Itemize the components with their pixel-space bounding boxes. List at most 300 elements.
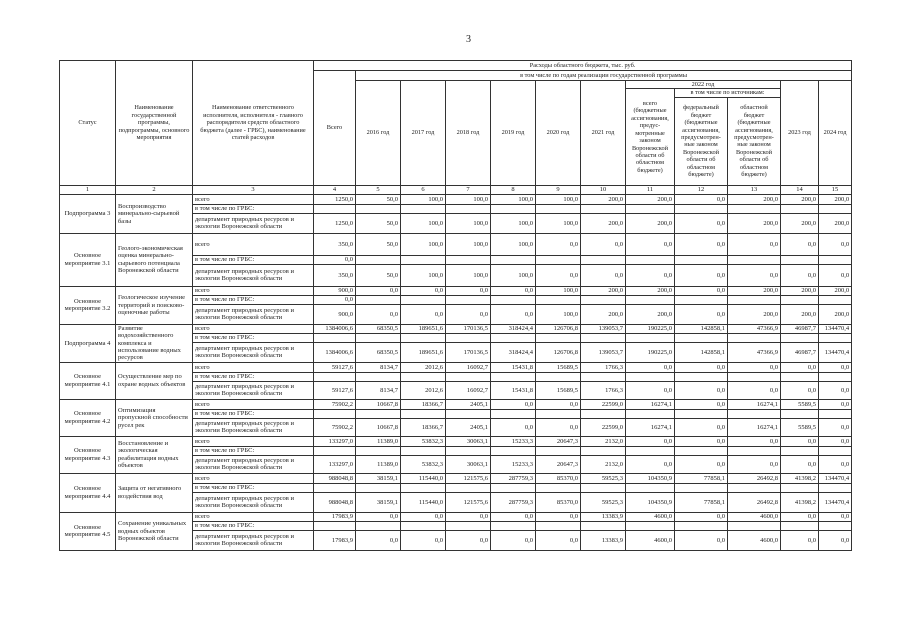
value-cell: 4600,0 <box>728 512 781 521</box>
value-cell: 0,0 <box>675 213 728 233</box>
value-cell: 0,0 <box>446 304 491 324</box>
row-label-incl: в том числе по ГРБС: <box>193 333 314 342</box>
empty-cell <box>491 295 536 304</box>
empty-cell <box>536 521 581 530</box>
empty-cell <box>819 372 852 381</box>
value-cell: 85370,0 <box>536 473 581 483</box>
row-label-dept: департамент природных ресурсов и экологии Воронежской области <box>193 418 314 436</box>
value-cell: 0,0 <box>819 399 852 409</box>
value-cell: 0,0 <box>781 455 819 473</box>
value-cell: 0,0 <box>781 512 819 521</box>
empty-cell <box>819 333 852 342</box>
value-cell: 133297,0 <box>314 436 356 446</box>
value-cell: 100,0 <box>446 194 491 204</box>
group-total-row <box>60 436 852 446</box>
value-cell: 100,0 <box>536 194 581 204</box>
value-cell: 16274,1 <box>626 399 675 409</box>
value-cell: 0,0 <box>819 381 852 399</box>
value-cell: 0,0 <box>491 418 536 436</box>
value-cell: 0,0 <box>536 512 581 521</box>
empty-cell <box>491 521 536 530</box>
value-cell: 104350,9 <box>626 492 675 512</box>
value-cell: 53832,3 <box>401 436 446 446</box>
value-cell: 0,0 <box>491 286 536 295</box>
value-cell: 287759,3 <box>491 473 536 483</box>
value-cell: 0,0 <box>781 530 819 550</box>
value-cell: 318424,4 <box>491 324 536 333</box>
value-cell <box>314 483 356 492</box>
value-cell: 2132,0 <box>581 455 626 473</box>
value-cell: 50,0 <box>356 264 401 286</box>
value-cell: 38159,1 <box>356 473 401 483</box>
value-cell: 0,0 <box>819 264 852 286</box>
value-cell: 0,0 <box>675 194 728 204</box>
value-cell: 200,0 <box>781 194 819 204</box>
value-cell: 0,0 <box>675 512 728 521</box>
status-cell: Основное мероприятие 4.4 <box>60 473 116 512</box>
empty-cell <box>446 204 491 213</box>
value-cell: 0,0 <box>819 362 852 372</box>
value-cell: 0,0 <box>781 233 819 255</box>
empty-cell <box>781 483 819 492</box>
value-cell: 0,0 <box>675 286 728 295</box>
value-cell <box>314 446 356 455</box>
row-label-total: всего <box>193 512 314 521</box>
row-label-incl: в том числе по ГРБС: <box>193 409 314 418</box>
value-cell: 0,0 <box>728 436 781 446</box>
value-cell: 134470,4 <box>819 492 852 512</box>
value-cell: 200,0 <box>626 304 675 324</box>
value-cell: 988048,8 <box>314 492 356 512</box>
value-cell <box>314 372 356 381</box>
empty-cell <box>356 521 401 530</box>
value-cell: 0,0 <box>675 418 728 436</box>
value-cell: 30063,1 <box>446 455 491 473</box>
value-cell: 200,0 <box>781 304 819 324</box>
value-cell: 0,0 <box>356 530 401 550</box>
column-number: 3 <box>193 185 314 194</box>
column-number: 7 <box>446 185 491 194</box>
value-cell: 13383,9 <box>581 512 626 521</box>
budget-table <box>59 60 852 551</box>
empty-cell <box>401 295 446 304</box>
value-cell: 0,0 <box>491 399 536 409</box>
program-name-cell: Восстановление и экологическая реабилитация водных объектов <box>116 436 193 473</box>
value-cell: 142858,1 <box>675 324 728 333</box>
program-name-cell: Геологическое изучение территорий и поисково-оценочные работы <box>116 286 193 324</box>
empty-cell <box>536 255 581 264</box>
column-number: 8 <box>491 185 536 194</box>
header-total: Всего <box>314 71 356 186</box>
column-number: 10 <box>581 185 626 194</box>
value-cell: 0,0 <box>819 512 852 521</box>
column-number: 13 <box>728 185 781 194</box>
empty-cell <box>446 446 491 455</box>
value-cell: 350,0 <box>314 264 356 286</box>
program-name-cell: Геолого-экономическая оценка минерально-сырьевого потенциала Воронежской области <box>116 233 193 286</box>
value-cell: 59525,3 <box>581 492 626 512</box>
value-cell: 0,0 <box>675 455 728 473</box>
empty-cell <box>626 446 675 455</box>
value-cell: 0,0 <box>781 381 819 399</box>
header-years: в том числе по годам реализации государственной программы <box>356 71 852 81</box>
value-cell: 47366,9 <box>728 324 781 333</box>
empty-cell <box>675 295 728 304</box>
empty-cell <box>356 204 401 213</box>
value-cell: 2012,6 <box>401 381 446 399</box>
value-cell: 15431,8 <box>491 362 536 372</box>
value-cell: 100,0 <box>401 264 446 286</box>
value-cell: 1384006,6 <box>314 342 356 362</box>
value-cell: 11389,0 <box>356 436 401 446</box>
value-cell: 200,0 <box>581 286 626 295</box>
value-cell: 16274,1 <box>728 399 781 409</box>
value-cell: 18366,7 <box>401 418 446 436</box>
row-label-dept: департамент природных ресурсов и экологии Воронежской области <box>193 381 314 399</box>
value-cell: 0,0 <box>675 304 728 324</box>
value-cell: 50,0 <box>356 213 401 233</box>
value-cell: 26492,8 <box>728 473 781 483</box>
empty-cell <box>536 295 581 304</box>
value-cell: 0,0 <box>401 286 446 295</box>
empty-cell <box>401 483 446 492</box>
value-cell: 0,0 <box>819 418 852 436</box>
value-cell: 988048,8 <box>314 473 356 483</box>
value-cell: 100,0 <box>401 194 446 204</box>
value-cell: 50,0 <box>356 233 401 255</box>
empty-cell <box>446 295 491 304</box>
value-cell: 133297,0 <box>314 455 356 473</box>
empty-cell <box>491 409 536 418</box>
empty-cell <box>728 521 781 530</box>
empty-cell <box>819 295 852 304</box>
empty-cell <box>581 409 626 418</box>
status-cell: Основное мероприятие 4.5 <box>60 512 116 550</box>
value-cell: 8134,7 <box>356 362 401 372</box>
empty-cell <box>781 255 819 264</box>
row-label-incl: в том числе по ГРБС: <box>193 446 314 455</box>
header-2022-total: всего (бюджетные ассигнования, предус-мотренные законом Воронежской области об областном бюджете) <box>626 89 675 185</box>
value-cell: 2405,1 <box>446 418 491 436</box>
column-numbers-row <box>60 185 852 194</box>
value-cell: 0,0 <box>491 304 536 324</box>
empty-cell <box>626 521 675 530</box>
value-cell: 0,0 <box>356 304 401 324</box>
value-cell: 4600,0 <box>728 530 781 550</box>
empty-cell <box>401 333 446 342</box>
header-2019: 2019 год <box>491 81 536 186</box>
status-cell: Основное мероприятие 4.2 <box>60 399 116 436</box>
value-cell: 142858,1 <box>675 342 728 362</box>
empty-cell <box>581 255 626 264</box>
row-label-total: всего <box>193 399 314 409</box>
value-cell: 10667,8 <box>356 418 401 436</box>
value-cell: 139053,7 <box>581 324 626 333</box>
header-2016: 2016 год <box>356 81 401 186</box>
empty-cell <box>491 204 536 213</box>
empty-cell <box>581 372 626 381</box>
empty-cell <box>536 446 581 455</box>
value-cell <box>314 409 356 418</box>
value-cell: 1766,3 <box>581 362 626 372</box>
empty-cell <box>446 255 491 264</box>
value-cell: 22599,0 <box>581 399 626 409</box>
value-cell: 200,0 <box>581 304 626 324</box>
value-cell: 200,0 <box>728 213 781 233</box>
empty-cell <box>728 255 781 264</box>
empty-cell <box>446 372 491 381</box>
empty-cell <box>675 483 728 492</box>
program-name-cell: Защита от негативного воздействия вод <box>116 473 193 512</box>
value-cell: 0,0 <box>356 512 401 521</box>
column-number: 6 <box>401 185 446 194</box>
header-2020: 2020 год <box>536 81 581 186</box>
value-cell: 0,0 <box>536 530 581 550</box>
group-total-row <box>60 286 852 295</box>
header-2024: 2024 год <box>819 81 852 186</box>
program-name-cell: Развитие водохозяйственного комплекса и использование водных ресурсов <box>116 324 193 362</box>
value-cell: 200,0 <box>781 286 819 295</box>
value-cell: 104350,9 <box>626 473 675 483</box>
row-label-incl: в том числе по ГРБС: <box>193 521 314 530</box>
value-cell: 100,0 <box>491 213 536 233</box>
value-cell: 0,0 <box>581 233 626 255</box>
value-cell: 0,0 <box>675 399 728 409</box>
empty-cell <box>446 333 491 342</box>
value-cell: 0,0 <box>675 381 728 399</box>
value-cell: 134470,4 <box>819 324 852 333</box>
header-2018: 2018 год <box>446 81 491 186</box>
empty-cell <box>491 446 536 455</box>
empty-cell <box>675 409 728 418</box>
empty-cell <box>728 372 781 381</box>
value-cell: 16274,1 <box>728 418 781 436</box>
value-cell: 0,0 <box>536 264 581 286</box>
value-cell: 200,0 <box>626 213 675 233</box>
value-cell: 0,0 <box>401 512 446 521</box>
value-cell: 200,0 <box>819 286 852 295</box>
empty-cell <box>675 446 728 455</box>
row-label-dept: департамент природных ресурсов и экологии Воронежской области <box>193 304 314 324</box>
value-cell: 100,0 <box>446 233 491 255</box>
value-cell: 134470,4 <box>819 342 852 362</box>
value-cell: 16274,1 <box>626 418 675 436</box>
value-cell: 0,0 <box>819 455 852 473</box>
status-cell: Подпрограмма 4 <box>60 324 116 362</box>
value-cell: 1384006,6 <box>314 324 356 333</box>
empty-cell <box>446 521 491 530</box>
row-label-dept: департамент природных ресурсов и экологии Воронежской области <box>193 492 314 512</box>
value-cell: 20647,3 <box>536 436 581 446</box>
value-cell: 59127,6 <box>314 381 356 399</box>
header-status: Статус <box>60 61 116 186</box>
empty-cell <box>819 521 852 530</box>
value-cell: 2132,0 <box>581 436 626 446</box>
row-label-incl: в том числе по ГРБС: <box>193 204 314 213</box>
group-total-row <box>60 362 852 372</box>
empty-cell <box>626 204 675 213</box>
empty-cell <box>675 372 728 381</box>
header-program: Наименование государственной программы, подпрограммы, основного мероприятия <box>116 61 193 186</box>
empty-cell <box>446 409 491 418</box>
value-cell: 200,0 <box>728 286 781 295</box>
empty-cell <box>626 372 675 381</box>
empty-cell <box>401 255 446 264</box>
value-cell: 0,0 <box>819 233 852 255</box>
empty-cell <box>536 483 581 492</box>
value-cell: 200,0 <box>819 213 852 233</box>
value-cell: 0,0 <box>446 512 491 521</box>
row-label-total: всего <box>193 233 314 255</box>
group-total-row <box>60 399 852 409</box>
value-cell: 16092,7 <box>446 362 491 372</box>
value-cell: 900,0 <box>314 286 356 295</box>
value-cell: 53832,3 <box>401 455 446 473</box>
value-cell: 46987,7 <box>781 342 819 362</box>
value-cell: 2012,6 <box>401 362 446 372</box>
value-cell: 0,0 <box>626 362 675 372</box>
value-cell: 20647,3 <box>536 455 581 473</box>
empty-cell <box>356 483 401 492</box>
value-cell: 170136,5 <box>446 324 491 333</box>
value-cell: 15233,3 <box>491 455 536 473</box>
value-cell: 100,0 <box>491 264 536 286</box>
empty-cell <box>401 521 446 530</box>
value-cell: 0,0 <box>356 286 401 295</box>
value-cell: 170136,5 <box>446 342 491 362</box>
status-cell: Подпрограмма 3 <box>60 194 116 233</box>
value-cell: 0,0 <box>675 264 728 286</box>
empty-cell <box>581 483 626 492</box>
empty-cell <box>401 409 446 418</box>
value-cell: 0,0 <box>536 399 581 409</box>
empty-cell <box>626 295 675 304</box>
value-cell: 0,0 <box>728 362 781 372</box>
value-cell: 0,0 <box>675 530 728 550</box>
value-cell: 200,0 <box>626 194 675 204</box>
value-cell: 100,0 <box>446 264 491 286</box>
empty-cell <box>728 295 781 304</box>
row-label-dept: департамент природных ресурсов и экологии Воронежской области <box>193 455 314 473</box>
empty-cell <box>581 204 626 213</box>
row-label-incl: в том числе по ГРБС: <box>193 483 314 492</box>
value-cell: 15431,8 <box>491 381 536 399</box>
value-cell: 100,0 <box>536 213 581 233</box>
empty-cell <box>536 204 581 213</box>
empty-cell <box>819 204 852 213</box>
value-cell: 121575,6 <box>446 492 491 512</box>
value-cell: 0,0 <box>675 362 728 372</box>
program-name-cell: Оптимизация пропускной способности русел рек <box>116 399 193 436</box>
value-cell <box>314 333 356 342</box>
empty-cell <box>581 295 626 304</box>
value-cell: 100,0 <box>491 233 536 255</box>
value-cell: 17983,9 <box>314 530 356 550</box>
column-number: 9 <box>536 185 581 194</box>
empty-cell <box>401 372 446 381</box>
value-cell: 47366,9 <box>728 342 781 362</box>
column-number: 4 <box>314 185 356 194</box>
empty-cell <box>356 372 401 381</box>
empty-cell <box>675 521 728 530</box>
column-number: 12 <box>675 185 728 194</box>
value-cell: 350,0 <box>314 233 356 255</box>
row-label-dept: департамент природных ресурсов и экологии Воронежской области <box>193 213 314 233</box>
group-total-row <box>60 233 852 255</box>
value-cell: 115440,0 <box>401 473 446 483</box>
value-cell: 0,0 <box>536 233 581 255</box>
status-cell: Основное мероприятие 3.2 <box>60 286 116 324</box>
value-cell: 200,0 <box>626 286 675 295</box>
empty-cell <box>728 409 781 418</box>
value-cell: 59127,6 <box>314 362 356 372</box>
value-cell: 126706,8 <box>536 324 581 333</box>
value-cell: 59525,3 <box>581 473 626 483</box>
value-cell: 13383,9 <box>581 530 626 550</box>
empty-cell <box>675 204 728 213</box>
value-cell: 0,0 <box>491 530 536 550</box>
value-cell: 100,0 <box>401 213 446 233</box>
header-2022-sources: в том числе по источникам: <box>675 89 781 97</box>
row-label-total: всего <box>193 194 314 204</box>
value-cell: 0,0 <box>491 512 536 521</box>
value-cell: 0,0 <box>314 295 356 304</box>
value-cell: 0,0 <box>401 530 446 550</box>
value-cell: 85370,0 <box>536 492 581 512</box>
value-cell: 200,0 <box>581 194 626 204</box>
value-cell: 8134,7 <box>356 381 401 399</box>
column-number: 5 <box>356 185 401 194</box>
empty-cell <box>819 409 852 418</box>
group-total-row <box>60 473 852 483</box>
row-label-total: всего <box>193 473 314 483</box>
value-cell: 0,0 <box>728 381 781 399</box>
row-label-total: всего <box>193 286 314 295</box>
header-2021: 2021 год <box>581 81 626 186</box>
empty-cell <box>728 483 781 492</box>
header-2022: 2022 год <box>626 81 781 89</box>
value-cell: 139053,7 <box>581 342 626 362</box>
value-cell: 77858,1 <box>675 492 728 512</box>
value-cell: 2405,1 <box>446 399 491 409</box>
empty-cell <box>728 446 781 455</box>
row-label-total: всего <box>193 362 314 372</box>
empty-cell <box>819 255 852 264</box>
value-cell: 26492,8 <box>728 492 781 512</box>
empty-cell <box>491 483 536 492</box>
empty-cell <box>581 446 626 455</box>
row-label-total: всего <box>193 324 314 333</box>
value-cell: 190225,0 <box>626 342 675 362</box>
empty-cell <box>781 409 819 418</box>
empty-cell <box>781 295 819 304</box>
header-executor: Наименование ответственного исполнителя, исполнителя - главного распорядителя средств областного бюджета (далее - ГРБС), наименование статей расходов <box>193 61 314 186</box>
row-label-incl: в том числе по ГРБС: <box>193 255 314 264</box>
value-cell: 0,0 <box>626 264 675 286</box>
value-cell: 0,0 <box>446 530 491 550</box>
value-cell: 0,0 <box>781 362 819 372</box>
value-cell: 126706,8 <box>536 342 581 362</box>
empty-cell <box>401 204 446 213</box>
value-cell: 287759,3 <box>491 492 536 512</box>
status-cell: Основное мероприятие 4.1 <box>60 362 116 399</box>
value-cell: 0,0 <box>819 530 852 550</box>
value-cell: 0,0 <box>626 381 675 399</box>
empty-cell <box>356 295 401 304</box>
value-cell: 900,0 <box>314 304 356 324</box>
value-cell: 5589,5 <box>781 418 819 436</box>
value-cell: 100,0 <box>536 304 581 324</box>
